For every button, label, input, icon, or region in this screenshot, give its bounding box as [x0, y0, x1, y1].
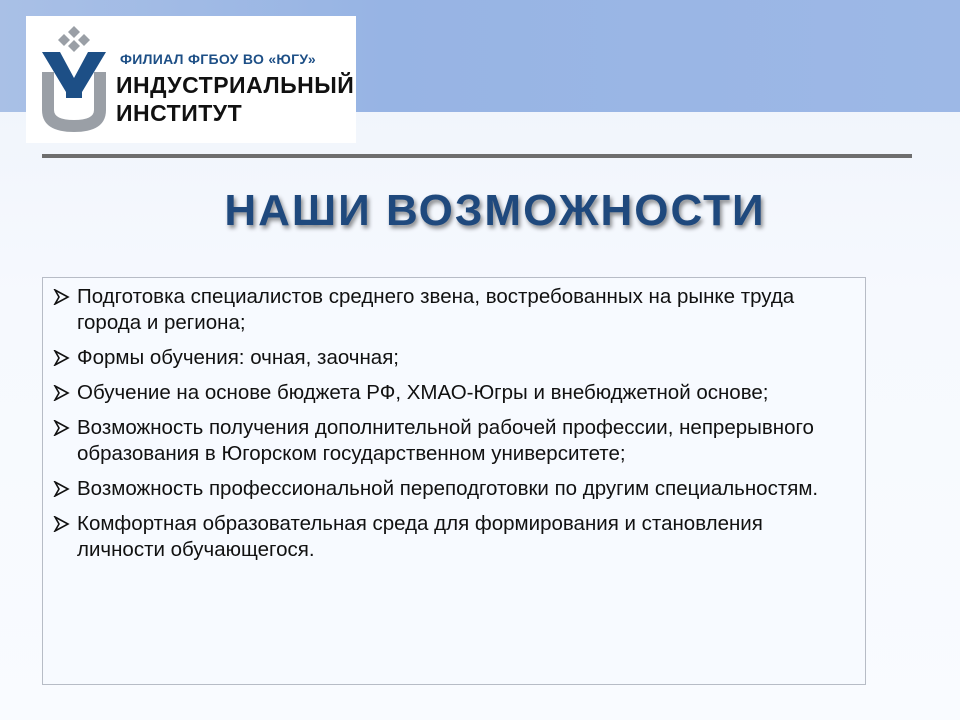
bullet-item [53, 380, 847, 406]
bullet-text: Формы обучения: очная, заочная; [77, 346, 399, 369]
arrow-bullet-icon [53, 420, 71, 436]
bullet-text: Возможность профессиональной переподготовки по другим специальностям. [77, 477, 819, 500]
logo-subtitle: ФИЛИАЛ ФГБОУ ВО «ЮГУ» [120, 51, 316, 67]
bullet-item [53, 415, 847, 467]
logo-name-line-1: ИНДУСТРИАЛЬНЫЙ [116, 72, 355, 98]
arrow-bullet-icon [53, 481, 71, 497]
slide-title: НАШИ ВОЗМОЖНОСТИ [224, 186, 766, 235]
bullet-item [53, 284, 847, 336]
bullet-text: Возможность получения дополнительной рабочей профессии, непрерывного образования в Югорском государственном университете; [77, 416, 814, 465]
bullet-text: Подготовка специалистов среднего звена, востребованных на рынке труда города и региона; [77, 285, 795, 334]
bullet-text: Обучение на основе бюджета РФ, ХМАО-Югры и внебюджетной основе; [77, 381, 769, 404]
university-emblem-icon [40, 26, 108, 134]
bullet-list [53, 284, 847, 563]
institute-logo [26, 16, 356, 143]
content-box [42, 277, 866, 685]
header-divider [42, 154, 912, 158]
bullet-item [53, 345, 847, 371]
logo-name-line-2: ИНСТИТУТ [116, 100, 243, 126]
bullet-text: Комфортная образовательная среда для формирования и становления личности обучающегося. [77, 512, 763, 561]
arrow-bullet-icon [53, 350, 71, 366]
arrow-bullet-icon [53, 385, 71, 401]
arrow-bullet-icon [53, 289, 71, 305]
arrow-bullet-icon [53, 516, 71, 532]
bullet-item [53, 476, 847, 502]
bullet-item [53, 511, 847, 563]
